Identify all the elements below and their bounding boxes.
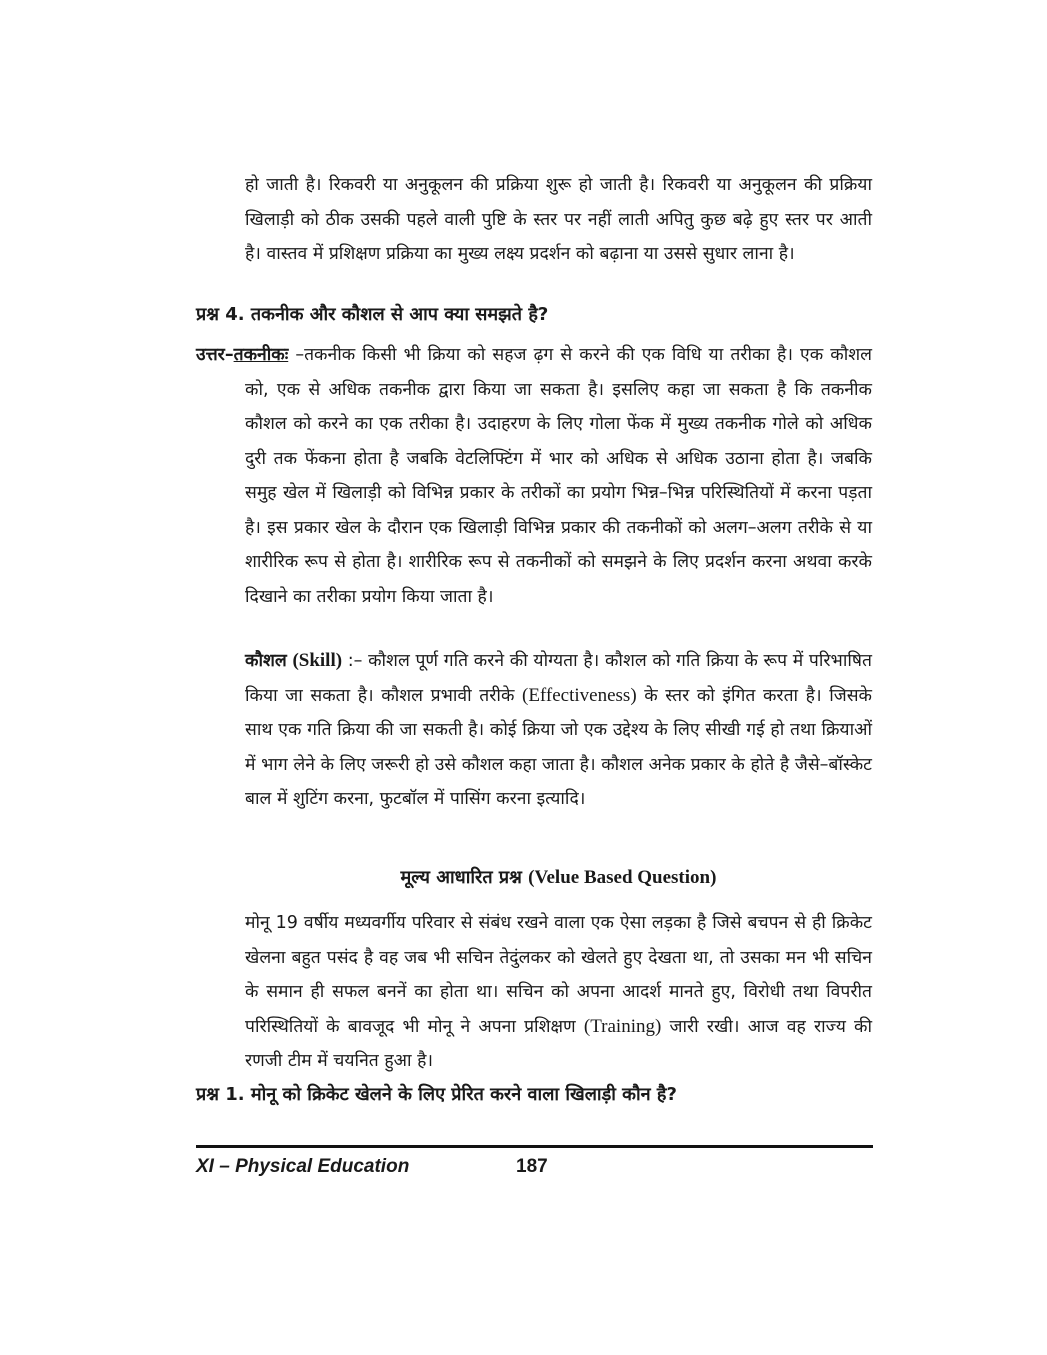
skill-text-2: के स्तर को इंगित करता है। जिसके साथ एक गति क्रिया की जा सकती है। कोई क्रिया जो एक उद्देश्य के लिए सीखी गई हो तथा क्रियाओं में भाग लेने के लिए जरूरी हो उसे कौशल कहा जाता है। कौशल अनेक प्रकार के होते है जैसे–बॉस्केट बाल में शुटिंग करना, फुटबॉल में पासिंग करना इत्यादि। [245,685,872,809]
answer-term: तकनीकः [233,345,289,365]
answer-prefix: उत्तर– [196,345,234,365]
value-heading-hi: मूल्य आधारित प्रश्न [400,867,522,888]
skill-paragraph [245,644,872,817]
value-paragraph [245,906,872,1079]
footer-title: XI – Physical Education [196,1156,410,1177]
value-based-heading [245,865,872,889]
footer-rule [196,1145,873,1148]
intro-paragraph: हो जाती है। रिकवरी या अनुकूलन की प्रक्रिया शुरू हो जाती है। रिकवरी या अनुकूलन की प्रक्रिया खिलाड़ी को ठीक उसकी पहले वाली पुष्टि के स्तर पर नहीं लाती अपितु कुछ बढ़े हुए स्तर पर आती है। वास्तव में प्रशिक्षण प्रक्रिया का मुख्य लक्ष्य प्रदर्शन को बढ़ाना या उससे सुधार लाना है। [245,175,872,264]
question-4: प्रश्न 4. तकनीक और कौशल से आप क्या समझते है? [196,304,549,325]
skill-text-1: :– कौशल पूर्ण गति करने की योग्यता है। कौशल को गति क्रिया के रूप में परिभाषित किया जा सकता है। कौशल प्रभावी तरीके [245,651,872,706]
page-number: 187 [516,1156,548,1177]
value-training: (Training) [583,1015,662,1037]
answer-technique [196,338,872,614]
skill-term-en: (Skill) [292,650,343,671]
value-text-2: जारी रखी। आज वह राज्य की रणजी टीम में चयनित हुआ है। [245,1016,873,1071]
skill-term: कौशल [245,651,287,671]
value-text-1: मोनू 19 वर्षीय मध्यवर्गीय परिवार से संबंध रखने वाला एक ऐसा लड़का है जिसे बचपन से ही क्रिकेट खेलना बहुत पसंद है वह जब भी सचिन तेदुंलकर को खेलते हुए देखता था, तो उसका मन भी सचिन के समान ही सफल बननें का होता था। सचिन को अपना आदर्श मानते हुए, विरोधी तथा विपरीत परिस्थितियों के बावजूद भी मोनू ने अपना प्रशिक्षण [245,913,872,1037]
question-1: प्रश्न 1. मोनू को क्रिकेट खेलने के लिए प्रेरित करने वाला खिलाड़ी कौन है? [196,1084,677,1105]
value-heading-en: (Velue Based Question) [528,867,717,888]
answer-text: –तकनीक किसी भी क्रिया को सहज ढ़ग से करने की एक विधि या तरीका है। एक कौशल को, एक से अधिक तकनीक द्वारा किया जा सकता है। इसलिए कहा जा सकता है कि तकनीक कौशल को करने का एक तरीका है। उदाहरण के लिए गोला फेंक में मुख्य तकनीक गोले को अधिक दुरी तक फेंकना होता है जबकि वेटलिफ्टिंग में भार को अधिक से अधिक उठाना होता है। जबकि समुह खेल में खिलाड़ी को विभिन्न प्रकार के तरीकों का प्रयोग भिन्न–भिन्न परिस्थितियों में करना पड़ता है। इस प्रकार खेल के दौरान एक खिलाड़ी विभिन्न प्रकार की तकनीकों को अलग–अलग तरीके से या शारीरिक रूप से होता है। शारीरिक रूप से तकनीकों को समझने के लिए प्रदर्शन करना अथवा करके दिखाने का तरीका प्रयोग किया जाता है। [245,345,872,607]
skill-effectiveness: (Effectiveness) [522,684,637,706]
